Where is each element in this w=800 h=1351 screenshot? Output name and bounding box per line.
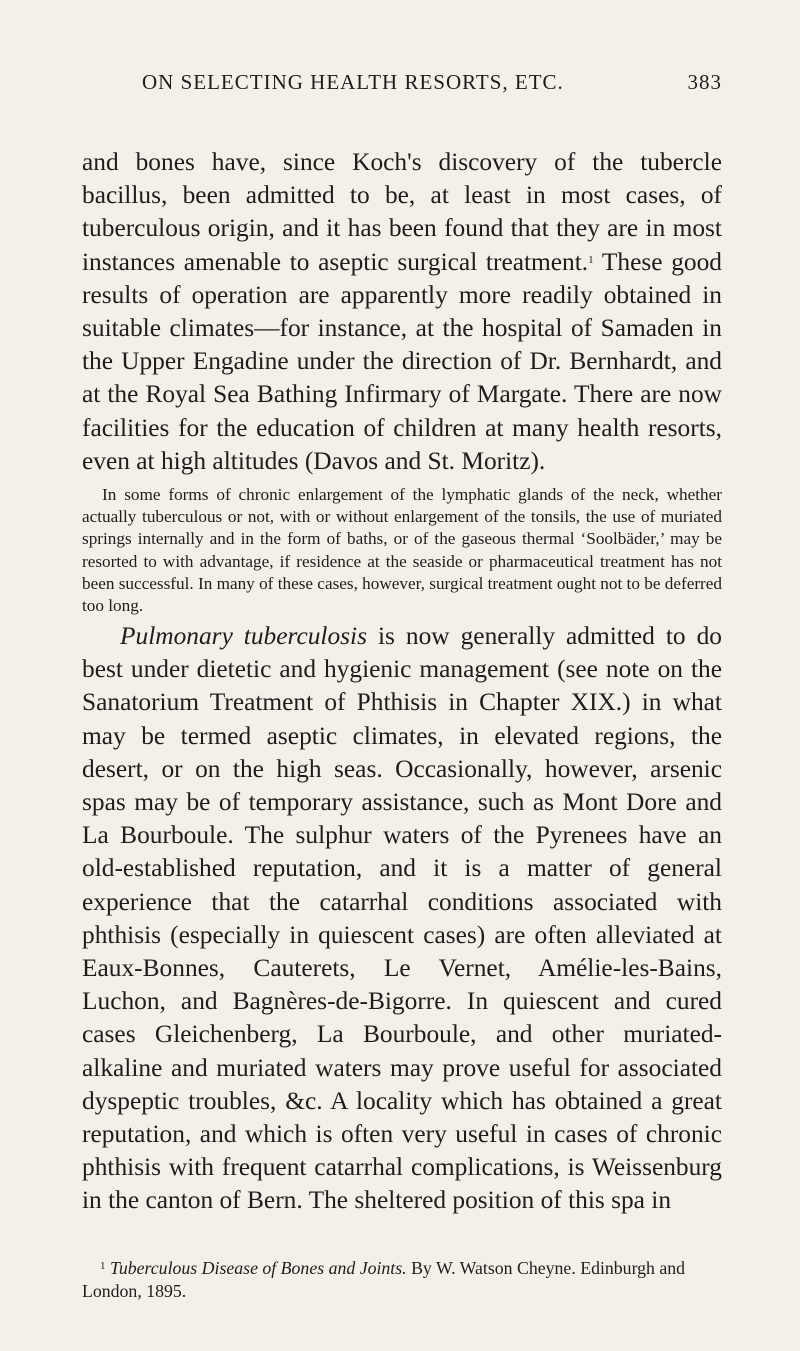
small-print-text: In some forms of chronic enlargement of the lymphatic glands of the neck, whether actually tuberculous or not, with or without enlargement of the tonsils, the use of muriated springs internally and in the form of baths, or of the gaseous thermal ‘Soolbäder,’ may be resorted to with advantage, if residence at the seaside or pharmaceutical treatment has not been successful. In many of these cases, however, surgical treatment ought not to be deferred too long.	[82, 485, 722, 616]
paragraph-pulmonary-tuberculosis	[82, 620, 722, 1218]
paragraph-text: These good results of operation are apparently more readily obtained in suitable climates—for instance, at the hospital of Samaden in the Upper Engadine under the direction of Dr. Bernhardt, and at the Royal Sea Bathing Infirmary of Margate. There are now facilities for the education of children at many health resorts, even at high altitudes (Davos and St. Moritz).	[82, 247, 722, 475]
footnote-text: By W. Watson Cheyne. Edinburgh and London, 1895.	[82, 1258, 686, 1301]
footnote	[82, 1257, 722, 1302]
paragraph-text: is now generally admitted to do best under dietetic and hygienic management (see note on the Sanatorium Treatment of Phthisis in Chapter XIX.) in what may be termed aseptic climates, in elevated regions, the desert, or on the high seas. Occasionally, however, arsenic spas may be of temporary assistance, such as Mont Dore and La Bourboule. The sulphur waters of the Pyrenees have an old-established reputation, and it is a matter of general experience that the catarrhal conditions associated with phthisis (especially in quiescent cases) are often alleviated at Eaux-Bonnes, Cauterets, Le Vernet, Amélie-les-Bains, Luchon, and Bagnères-de-Bigorre. In quiescent and cured cases Gleichenberg, La Bourboule, and other muriated-alkaline and muriated waters may prove useful for associated dyspeptic troubles, &c. A locality which has obtained a great reputation, and which is often very useful in cases of chronic phthisis with frequent catarrhal complications, is Weissenburg in the canton of Bern. The sheltered position of this spa in	[82, 622, 722, 1215]
italic-lead: Pulmonary tuberculosis	[120, 622, 367, 650]
running-title: ON SELECTING HEALTH RESORTS, ETC.	[142, 70, 564, 94]
footnote-reference: 1	[588, 253, 594, 266]
footnote-marker: 1	[100, 1260, 106, 1272]
paragraph-text: and bones have, since Koch's discovery of the tubercle bacillus, been admitted to be, at least in most cases, of tuberculous origin, and it has been found that they are in most instances amenable to aseptic surgical treatment.	[82, 148, 722, 276]
paragraph-continued	[82, 146, 722, 478]
small-print-paragraph	[82, 484, 722, 617]
page-number: 383	[687, 70, 722, 94]
footnote-title: Tuberculous Disease of Bones and Joints.	[109, 1258, 407, 1278]
